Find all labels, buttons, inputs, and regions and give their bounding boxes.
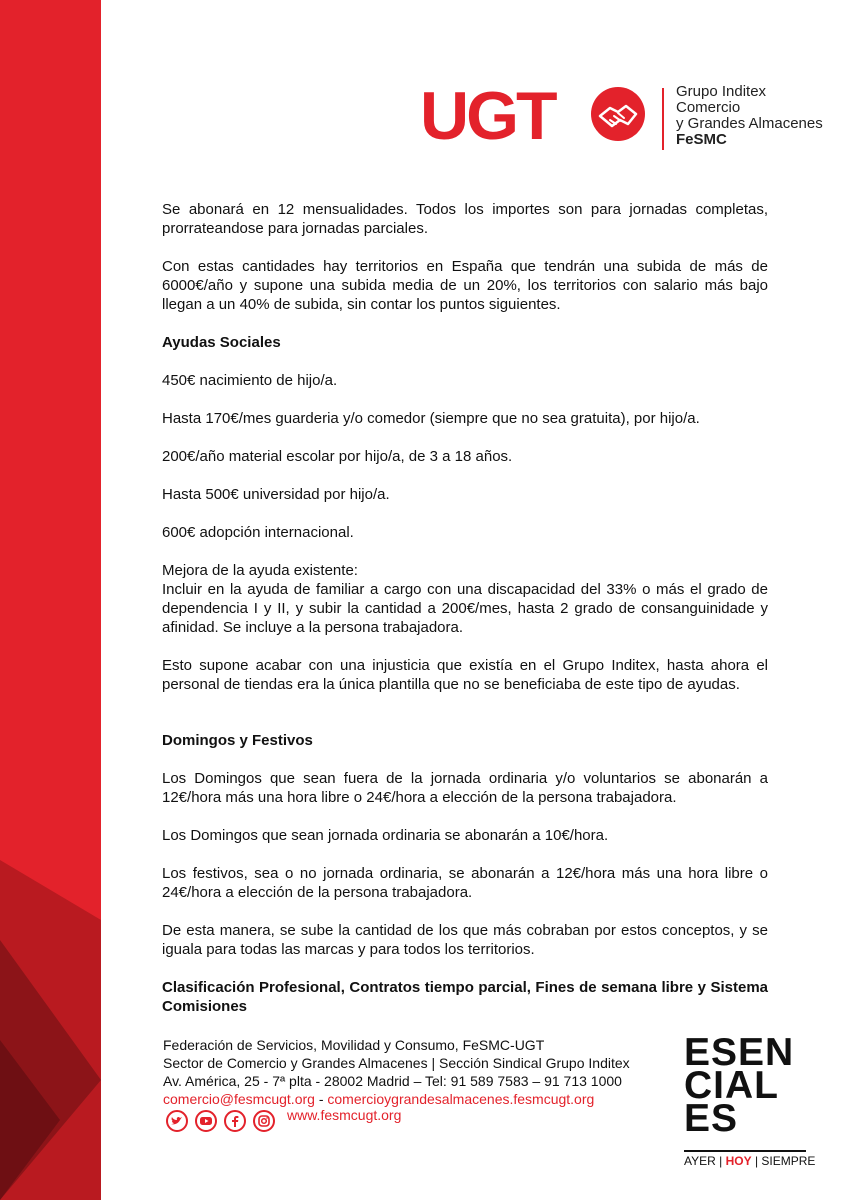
ayuda-universidad: Hasta 500€ universidad por hijo/a. bbox=[162, 486, 390, 503]
ugt-logo-text: UGT bbox=[420, 78, 555, 154]
twitter-icon[interactable] bbox=[166, 1110, 188, 1132]
web-link[interactable]: www.fesmcugt.org bbox=[287, 1107, 402, 1123]
org-line-2: Comercio bbox=[676, 99, 741, 116]
heading-domingos-festivos: Domingos y Festivos bbox=[162, 732, 313, 749]
org-fesmc: FeSMC bbox=[676, 131, 727, 148]
org-line-1: Grupo Inditex bbox=[676, 83, 767, 100]
esenciales-line-3: ES bbox=[684, 1097, 739, 1140]
heading-clasificacion: Clasificación Profesional, Contratos tiempo parcial, Fines de semana libre y Sistema Comisiones bbox=[162, 979, 768, 1015]
footer-line-2: Sector de Comercio y Grandes Almacenes | Sección Sindical Grupo Inditex bbox=[163, 1055, 630, 1071]
header-divider bbox=[662, 88, 664, 150]
paragraph-mensualidades: Se abonará en 12 mensualidades. Todos los importes son para jornadas completas, prorrateandose para jornadas parciales. bbox=[162, 201, 768, 237]
festivos: Los festivos, sea o no jornada ordinaria, se abonarán a 12€/hora más una hora libre o 24€/hora a elección de la persona trabajadora. bbox=[162, 865, 768, 901]
email-link[interactable]: comercio@fesmcugt.org bbox=[163, 1091, 315, 1107]
ayuda-guarderia: Hasta 170€/mes guarderia y/o comedor (siempre que no sea gratuita), por hijo/a. bbox=[162, 410, 700, 427]
domingos-voluntarios: Los Domingos que sean fuera de la jornada ordinaria y/o voluntarios se abonarán a 12€/hora más una hora libre o 24€/hora a elección de la persona trabajadora. bbox=[162, 770, 768, 806]
tag-siempre: SIEMPRE bbox=[761, 1154, 816, 1168]
facebook-icon[interactable] bbox=[224, 1110, 246, 1132]
paragraph-injusticia: Esto supone acabar con una injusticia que existía en el Grupo Inditex, hasta ahora el personal de tiendas era la única plantilla que no se beneficiaba de este tipo de ayudas. bbox=[162, 657, 768, 693]
link-separator: - bbox=[314, 1091, 328, 1107]
ayuda-nacimiento: 450€ nacimiento de hijo/a. bbox=[162, 372, 338, 389]
youtube-icon[interactable] bbox=[195, 1110, 217, 1132]
org-name bbox=[676, 84, 823, 148]
ayuda-material-escolar: 200€/año material escolar por hijo/a, de 3 a 18 años. bbox=[162, 448, 513, 465]
footer-contact bbox=[163, 1036, 630, 1108]
esenciales-line-2: CIAL bbox=[684, 1064, 779, 1107]
side-band-shapes bbox=[0, 0, 101, 1200]
esenciales-logo bbox=[684, 1031, 816, 1168]
esenciales-tagline: AYER | HOY | SIEMPRE bbox=[684, 1150, 806, 1168]
heading-ayudas-sociales: Ayudas Sociales bbox=[162, 334, 281, 351]
handshake-icon bbox=[590, 86, 646, 142]
document-body bbox=[162, 200, 768, 1016]
footer-line-links bbox=[163, 1090, 630, 1108]
org-line-3: y Grandes Almacenes bbox=[676, 115, 823, 132]
instagram-icon[interactable] bbox=[253, 1110, 275, 1132]
mejora-text: Incluir en la ayuda de familiar a cargo con una discapacidad del 33% o más el grado de dependencia I y II, y subir la cantidad a 200€/mes, hasta 2 grado de consanguinidade y afinidad. Se incluye a la persona trabajadora. bbox=[162, 581, 768, 636]
footer-line-3: Av. América, 25 - 7ª plta - 28002 Madrid – Tel: 91 589 7583 – 91 713 1000 bbox=[163, 1073, 622, 1089]
ayuda-adopcion: 600€ adopción internacional. bbox=[162, 524, 354, 541]
paragraph-territorios: Con estas cantidades hay territorios en España que tendrán una subida de más de 6000€/año y supone una subida media de un 20%, los territorios con salario más bajo llegan a un 40% de subida, sin contar los puntos siguientes. bbox=[162, 258, 768, 313]
footer-line-1: Federación de Servicios, Movilidad y Consumo, FeSMC-UGT bbox=[163, 1037, 545, 1053]
side-decoration-band bbox=[0, 0, 101, 1200]
site-link[interactable]: comercioygrandesalmacenes.fesmcugt.org bbox=[327, 1091, 595, 1107]
domingos-ordinaria: Los Domingos que sean jornada ordinaria se abonarán a 10€/hora. bbox=[162, 827, 609, 844]
mejora-title: Mejora de la ayuda existente: bbox=[162, 562, 358, 579]
esenciales-line-1: ESEN bbox=[684, 1031, 795, 1074]
tag-hoy: HOY bbox=[725, 1154, 752, 1168]
tag-ayer: AYER bbox=[684, 1154, 716, 1168]
paragraph-iguala: De esta manera, se sube la cantidad de los que más cobraban por estos conceptos, y se iguala para todas las marcas y para todos los territorios. bbox=[162, 922, 768, 958]
